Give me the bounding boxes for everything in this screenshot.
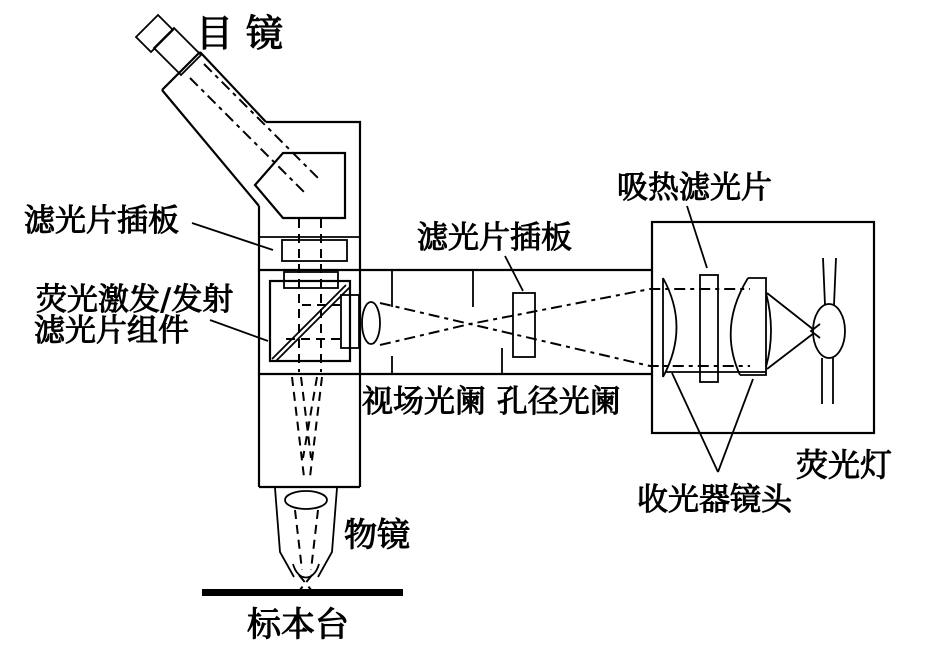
- label-collector-lens: 收光器镜头: [637, 482, 792, 518]
- lamp-electrodes: [822, 258, 836, 404]
- observation-tube-cap: [162, 52, 200, 90]
- ray-eyepiece-1: [190, 78, 307, 195]
- eyepiece-collar: [154, 28, 201, 75]
- ray-tube-upper: [380, 289, 750, 324]
- label-stage: 标本台: [247, 605, 349, 645]
- tube-filter-plate: [513, 293, 535, 357]
- ray-tube-lower: [380, 324, 750, 366]
- lamp-bulb: [813, 304, 845, 358]
- stage-line: [202, 589, 403, 596]
- prism: [255, 153, 345, 218]
- label-diaphragms: 视场光阑 孔径光阑: [362, 384, 621, 420]
- label-tube-filter-slide: 滤光片插板: [417, 220, 572, 256]
- ray-body-inner-2: [303, 377, 317, 458]
- ray-objective-1: [295, 510, 302, 570]
- label-lamp: 荧光灯: [796, 446, 893, 484]
- collector-lens-1: [663, 278, 677, 377]
- collector-lens-2: [731, 278, 771, 375]
- label-heat-filter: 吸热滤光片: [617, 170, 772, 206]
- observation-tube-bottom-edge: [162, 90, 259, 206]
- objective-group: [275, 488, 337, 578]
- objective-top-lens: [285, 491, 327, 509]
- ray-objective-2: [311, 510, 318, 570]
- leader-heat-filter: [687, 206, 707, 268]
- dichroic-mirror-line1: [272, 285, 346, 359]
- leader-collector-lens: [672, 373, 753, 472]
- label-excitation-line1: 荧光激发/发射: [36, 282, 234, 318]
- dichroic-mirror-line2: [276, 287, 350, 361]
- objective-front-lens: [293, 564, 319, 578]
- ray-body-outer-2: [310, 377, 322, 477]
- lamp-converging-rays: [767, 293, 814, 369]
- label-head-filter-slide: 滤光片插板: [24, 203, 179, 239]
- leader-tube-filter-slide: [505, 256, 523, 291]
- label-objective: 物镜: [344, 515, 410, 554]
- filter-cube: [270, 272, 380, 361]
- label-eyepiece: 目 镜: [196, 12, 283, 55]
- label-excitation-line2: 滤光片组件: [34, 313, 189, 349]
- head-filter-plate: [282, 240, 347, 261]
- ray-body-inner-1: [301, 377, 311, 458]
- observation-tube-top-edge: [200, 52, 266, 122]
- tube-lens: [362, 302, 380, 344]
